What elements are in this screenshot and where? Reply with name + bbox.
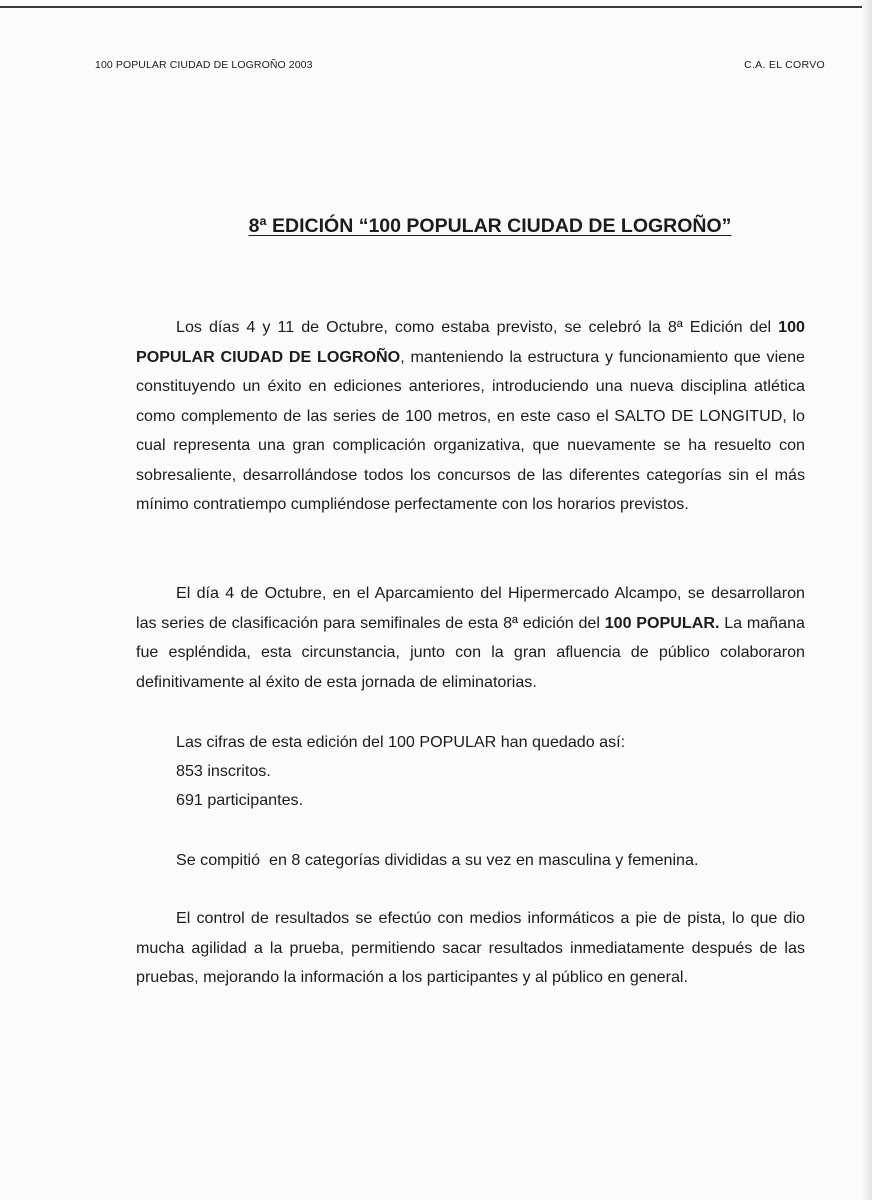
running-header-left: 100 POPULAR CIUDAD DE LOGROÑO 2003 — [95, 59, 313, 71]
document-title: 8ª EDICIÓN “100 POPULAR CIUDAD DE LOGROÑO” — [248, 215, 732, 237]
figures-intro: Las cifras de esta edición del 100 POPULAR han quedado así: — [176, 733, 626, 751]
running-header-right: C.A. EL CORVO — [744, 59, 825, 71]
figures-registered: 853 inscritos. — [176, 762, 271, 780]
paragraph-intro — [136, 313, 805, 520]
paragraph-intro-text-a: Los días 4 y 11 de Octubre, como estaba previsto, se celebró la 8ª Edición del — [176, 318, 779, 336]
paragraph-intro-text-c: , manteniendo la estructura y funcionamiento que viene constituyendo un éxito en ediciones anteriores, introduciendo una nueva disciplina atlética como complemento de las series de 100 metros, en este caso el SALTO DE LONGITUD, lo cual representa una gran complicación organizativa, que nuevamente se ha resuelto con sobresaliente, desarrollándose todos los concursos de las diferentes categorías sin el más mínimo contratiempo cumpliéndose perfectamente con los horarios previstos. — [136, 347, 805, 513]
paragraph-intro-bold: 100 POPULAR CIUDAD DE LOGROÑO — [136, 318, 805, 366]
paragraph-qualifiers-text-c: La mañana fue espléndida, esta circunstancia, junto con la gran afluencia de público colaboraron definitivamente al éxito de esta jornada de eliminatorias. — [136, 613, 805, 691]
paragraph-results-control — [136, 904, 805, 993]
paragraph-qualifiers-text-a: El día 4 de Octubre, en el Aparcamiento del Hipermercado Alcampo, se desarrollaron las series de clasificación para semifinales de esta 8ª edición del — [136, 584, 805, 632]
top-rule — [0, 6, 872, 8]
paragraph-qualifiers-bold: 100 POPULAR. — [604, 613, 720, 632]
figures-participants: 691 participantes. — [176, 791, 304, 809]
paragraph-results-control-text: El control de resultados se efectúo con medios informáticos a pie de pista, lo que dio mucha agilidad a la prueba, permitiendo sacar resultados inmediatamente después de las pruebas, mejorando la información a los participantes y al público en general. — [136, 909, 805, 986]
paragraph-qualifiers — [136, 579, 805, 697]
categories-sentence: Se compitió en 8 categorías divididas a su vez en masculina y femenina. — [176, 851, 699, 869]
page-edge-shadow — [862, 0, 872, 1200]
